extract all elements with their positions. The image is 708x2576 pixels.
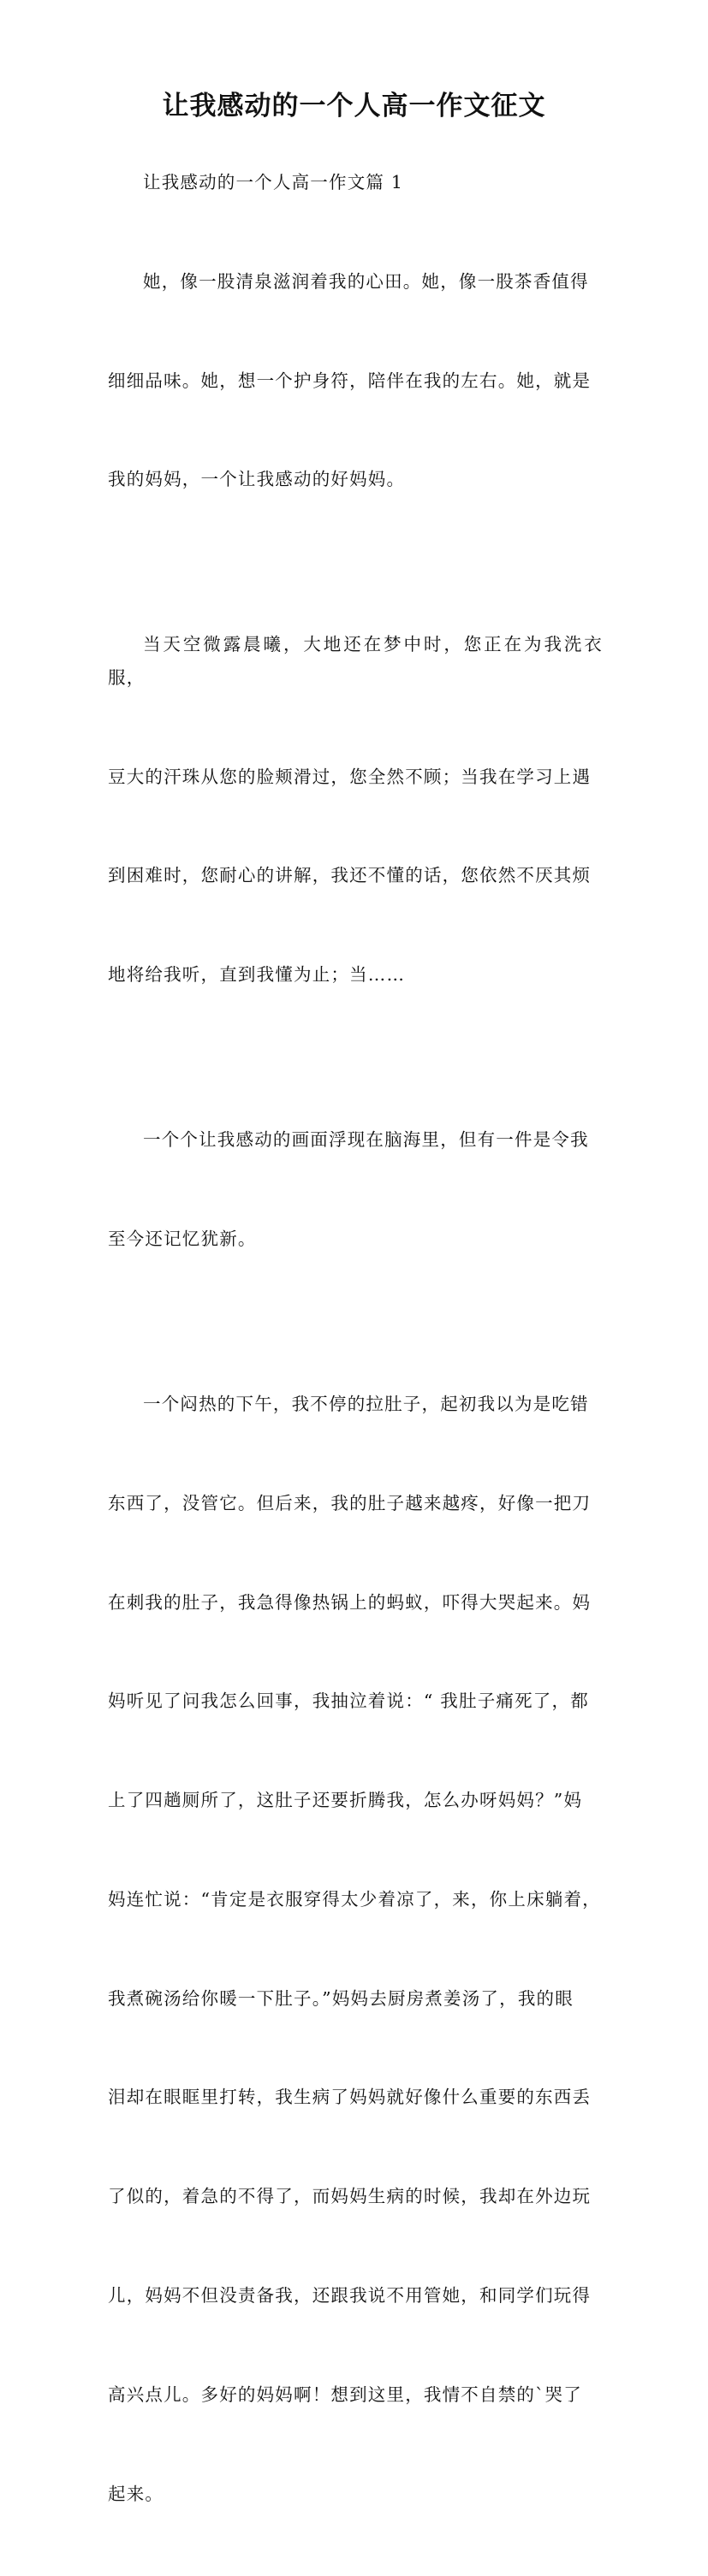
paragraph-line: 妈听见了问我怎么回事，我抽泣着说：“ 我肚子痛死了，都 [108, 1691, 589, 1712]
paragraph-line: 起来。 [108, 2483, 164, 2504]
paragraph-line: 一个个让我感动的画面浮现在脑海里，但有一件是令我 [143, 1129, 589, 1151]
paragraph-line: 我的妈妈，一个让我感动的好妈妈。 [108, 469, 406, 490]
paragraph-line: 在刺我的肚子，我急得像热锅上的蚂蚁，吓得大哭起来。妈 [108, 1591, 592, 1613]
paragraph-4 [108, 1322, 603, 2576]
paragraph-line: 她，像一股清泉滋润着我的心田。她，像一股茶香值得 [143, 270, 589, 292]
document-body [108, 166, 603, 2576]
paragraph-line: 高兴点儿。多好的妈妈啊！想到这里，我情不自禁的`哭了 [108, 2384, 582, 2405]
paragraph-line: 到困难时，您耐心的讲解，我还不懂的话，您依然不厌其烦 [108, 865, 592, 886]
paragraph-3 [108, 1057, 603, 1322]
paragraph-line: 当天空微露晨曦，大地还在梦中时，您正在为我洗衣服， [108, 634, 603, 688]
section-heading: 让我感动的一个人高一作文篇 1 [143, 172, 404, 192]
paragraph-2 [108, 562, 603, 1057]
paragraph-1 [108, 199, 603, 563]
paragraph-line: 一个闷热的下午，我不停的拉肚子，起初我以为是吃错 [143, 1393, 589, 1414]
paragraph-line: 我煮碗汤给你暖一下肚子。”妈妈去厨房煮姜汤了，我的眼 [108, 1987, 574, 2009]
paragraph-line: 泪却在眼眶里打转，我生病了妈妈就好像什么重要的东西丢 [108, 2087, 592, 2108]
paragraph-line: 儿，妈妈不但没责备我，还跟我说不用管她，和同学们玩得 [108, 2285, 592, 2306]
paragraph-line: 细细品味。她，想一个护身符，陪伴在我的左右。她，就是 [108, 370, 592, 391]
paragraph-line: 妈连忙说：“肯定是衣服穿得太少着凉了，来，你上床躺着， [108, 1888, 601, 1910]
document-title: 让我感动的一个人高一作文征文 [162, 91, 546, 121]
paragraph-line: 上了四趟厕所了，这肚子还要折腾我，怎么办呀妈妈？”妈 [108, 1790, 583, 1811]
paragraph-line: 地将给我听，直到我懂为止；当…… [108, 964, 406, 986]
paragraph-line: 了似的，着急的不得了，而妈妈生病的时候，我却在外边玩 [108, 2186, 592, 2207]
paragraph-line: 东西了，没管它。但后来，我的肚子越来越疼，好像一把刀 [108, 1492, 592, 1513]
paragraph-line: 豆大的汗珠从您的脸颊滑过，您全然不顾；当我在学习上遇 [108, 766, 592, 787]
paragraph-line: 至今还记忆犹新。 [108, 1229, 257, 1249]
